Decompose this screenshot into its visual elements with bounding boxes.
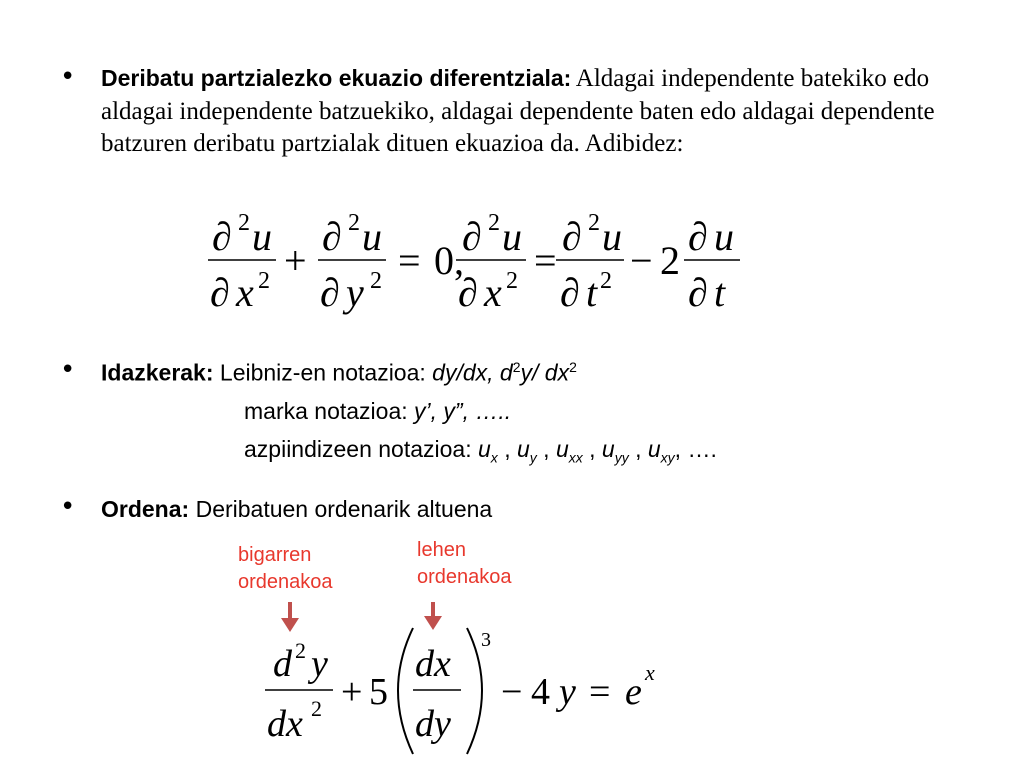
pde-definition: [101, 64, 981, 162]
u-var: u: [555, 436, 569, 462]
eq1-sup: 2: [348, 210, 360, 236]
eq1-partial: ∂: [210, 270, 230, 315]
eq2-e: e: [625, 671, 642, 713]
eq1-sup: 2: [488, 210, 500, 236]
eq2-plus: +: [341, 671, 363, 713]
eq1-partial: ∂: [320, 270, 340, 315]
eq2-y: y: [559, 671, 576, 713]
notation-marka: [244, 398, 511, 425]
u-var: u: [601, 436, 615, 462]
annotation-line: ordenakoa: [417, 566, 512, 588]
sep: ,: [589, 436, 596, 462]
eq1-u: u: [602, 214, 622, 259]
eq1-sup: 2: [238, 210, 250, 236]
eq1-u: u: [362, 214, 382, 259]
u-var: u: [516, 436, 530, 462]
sub-xy: xy: [660, 449, 675, 466]
eq1-t: t: [586, 270, 598, 315]
order-title: Ordena:: [101, 496, 190, 522]
leibniz-label: Leibniz-en notazioa:: [219, 359, 426, 386]
eq1-u: u: [714, 214, 734, 259]
leibniz-expr-a: dy/dx, d: [432, 359, 513, 386]
eq2-exponent: 3: [481, 629, 491, 651]
marka-expr: y’, y”, …..: [414, 398, 512, 424]
eq1-sup: 2: [600, 268, 612, 294]
leibniz-expr-b: y/ dx: [520, 359, 570, 386]
eq1-sup: 2: [588, 210, 600, 236]
sep: ,: [543, 436, 550, 462]
eq2-sup: 2: [311, 696, 322, 721]
eq1-partial: ∂: [212, 214, 232, 259]
eq1-x: x: [236, 270, 254, 315]
ellipsis: , ….: [674, 436, 717, 462]
ode-equation: [255, 620, 685, 760]
annotation-first-order: [417, 537, 512, 591]
eq1-equals: =: [398, 238, 421, 283]
eq1-sup: 2: [370, 268, 382, 294]
eq2-exponent: x: [645, 660, 655, 685]
eq1-partial: ∂: [688, 214, 708, 259]
pde-description: Aldagai independente batekiko edo aldagai independente batzuekiko, aldagai dependente baten edo aldagai dependente batzuren deribatu partzialak dituen ekuazioa da. Adibidez:: [101, 65, 935, 157]
eq1-plus: +: [284, 238, 307, 283]
eq2-dx: dx: [267, 703, 303, 745]
eq1-u: u: [502, 214, 522, 259]
eq1-y: y: [346, 270, 364, 315]
subscript-label: azpiindizeen notazioa:: [244, 436, 472, 462]
order-line: [101, 496, 492, 523]
pde-equations: [200, 196, 760, 326]
eq2-equals: =: [589, 671, 611, 713]
eq1-partial: ∂: [458, 270, 478, 315]
eq1-zero: 0,: [434, 238, 464, 283]
right-paren: [467, 628, 482, 754]
leibniz-sup: 2: [569, 359, 577, 375]
eq1-equals: =: [534, 238, 557, 283]
eq1-partial: ∂: [562, 214, 582, 259]
eq2-minus: −: [501, 671, 523, 713]
eq1-minus: −: [630, 238, 653, 283]
pde-title: Deribatu partzialezko ekuazio diferentziala:: [101, 65, 572, 91]
eq2-five: 5: [369, 671, 388, 713]
u-var: u: [478, 436, 491, 462]
eq1-sup: 2: [506, 268, 518, 294]
eq1-partial: ∂: [462, 214, 482, 259]
notation-subscript: [244, 436, 717, 466]
bullet-marker: •: [60, 62, 76, 92]
bullet-marker: •: [60, 492, 76, 522]
annotation-line: bigarren: [238, 544, 312, 566]
eq1-u: u: [252, 214, 272, 259]
sub-yy: yy: [614, 449, 629, 466]
sub-y: y: [529, 449, 537, 466]
eq1-partial: ∂: [688, 270, 708, 315]
eq1-two: 2: [660, 238, 680, 283]
bullet-marker: •: [60, 355, 76, 385]
eq2-four: 4: [531, 671, 550, 713]
left-paren: [398, 628, 413, 754]
annotation-line: lehen: [417, 539, 466, 561]
eq2-y: y: [311, 643, 328, 685]
eq2-sup: 2: [295, 638, 306, 663]
annotation-second-order: [238, 542, 333, 596]
order-text: Deribatuen ordenarik altuena: [195, 496, 493, 522]
sub-x: x: [490, 449, 498, 466]
sep: ,: [635, 436, 642, 462]
eq2-dy: dy: [415, 703, 451, 745]
sub-xx: xx: [568, 449, 583, 466]
eq1-x: x: [484, 270, 502, 315]
eq1-sup: 2: [258, 268, 270, 294]
eq1-partial: ∂: [322, 214, 342, 259]
eq2-dx: dx: [415, 643, 451, 685]
leibniz-sup: 2: [512, 359, 521, 375]
sep: ,: [504, 436, 511, 462]
eq1-t: t: [714, 270, 726, 315]
marka-label: marka notazioa:: [244, 398, 408, 424]
u-var: u: [647, 436, 661, 462]
annotation-line: ordenakoa: [238, 571, 333, 593]
notation-title: Idazkerak:: [101, 359, 214, 386]
eq1-partial: ∂: [560, 270, 580, 315]
eq2-d: d: [273, 643, 292, 685]
notation-leibniz: [101, 359, 577, 387]
